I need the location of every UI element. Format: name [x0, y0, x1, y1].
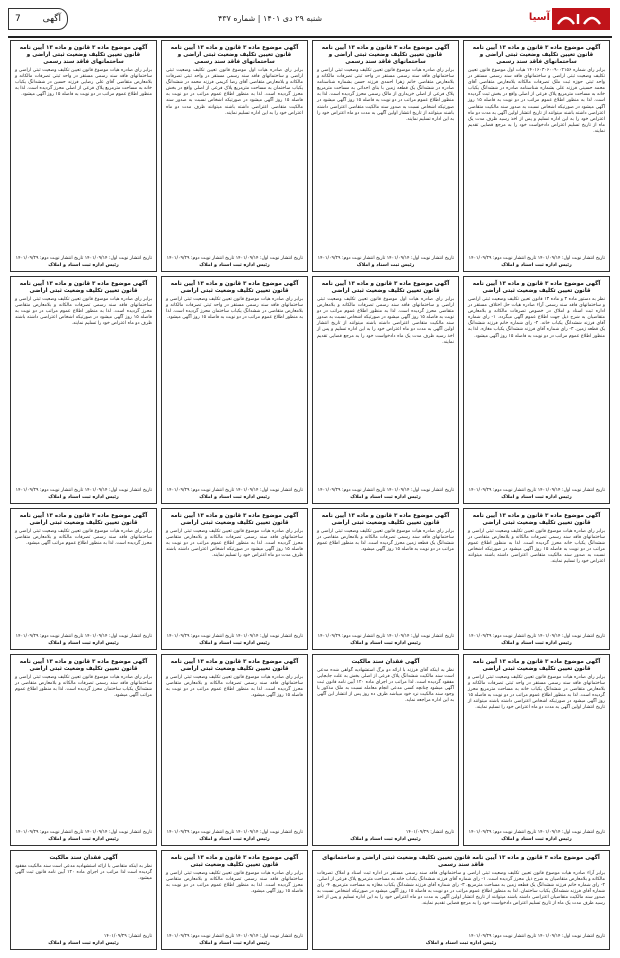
notice-box [463, 276, 610, 504]
notice-body: برابر رای شماره ۱۴۰۱۶۰۳۰۶۰۰۹۰۰۲۱۵۶ هیات اول موضوع قانون تعیین تکلیف وضعیت ثبتی اراضی و ساختمانهای فاقد سند رسمی مستقر در واحد ثبتی حوزه ثبت ملک تصرفات مالکانه بلامعارض متقاضی آقای محمد حسینی فرزند علی بشماره شناسنامه صادره در ششدانگ یکباب خانه به مساحت مترمربع پلاک فرعی از اصلی واقع در بخش ثبت گردیده است. لذا به منظور اطلاع عموم مراتب در دو نوبت به فاصله ۱۵ روز آگهی میشود در صورتیکه اشخاص نسبت به صدور سند مالکیت متقاضی اعتراضی داشته باشند میتوانند از تاریخ انتشار اولین آگهی به مدت دو ماه اعتراض خود را به این اداره تسلیم و پس از اخذ رسید ظرف مدت یک ماه از تاریخ تسلیم اعتراض دادخواست خود را به مرجع قضایی تقدیم نمایند. [468, 68, 606, 134]
notice-box [312, 654, 459, 846]
notice-title: آگهی موضوع ماده ۳ قانون و ماده ۱۳ آیین نامه قانون تعیین تکلیف وضعیت ثبتی اراضی [170, 281, 299, 294]
page-tab [8, 8, 68, 30]
masthead-title: آسیا [528, 12, 550, 23]
notice-signature: رئیس اداره ثبت اسناد و املاک [501, 641, 572, 646]
notice-dates: تاریخ انتشار نوبت اول: ۱۴۰۱/۰۹/۱۴ تاریخ انتشار نوبت دوم: ۱۴۰۱/۰۹/۲۹ [166, 256, 303, 261]
notice-row [8, 40, 612, 272]
notice-box [161, 276, 308, 504]
notice-title: آگهی فقدان سند مالکیت [49, 855, 118, 861]
notice-dates: تاریخ انتشار نوبت اول: ۱۴۰۱/۰۹/۱۴ تاریخ انتشار نوبت دوم: ۱۴۰۱/۰۹/۲۹ [15, 634, 152, 639]
notice-dates: تاریخ انتشار: ۱۴۰۱/۰۹/۲۹ [103, 934, 152, 939]
notice-box [161, 40, 308, 272]
notice-body: برابر رای صادره هیات موضوع قانون تعیین تکلیف وضعیت ثبتی اراضی و ساختمانهای فاقد سند رسمی مستقر در واحد ثبتی تصرفات مالکانه و بلامعارض متقاضی خانم زهرا احمدی فرزند حسن بشماره شناسنامه صادره در ششدانگ یک قطعه زمین با بنای احداثی به مساحت مترمربع پلاک فرعی از اصلی خریداری از مالک رسمی محرز گردیده است. لذا به منظور اطلاع عموم مراتب در دو نوبت به فاصله ۱۵ روز آگهی میشود در صورتیکه اشخاص نسبت به صدور سند مالکیت متقاضی اعتراضی داشته باشند میتوانند از تاریخ انتشار اولین آگهی به مدت دو ماه اعتراض خود را به این اداره تسلیم نمایند. [317, 68, 454, 122]
notice-dates: تاریخ انتشار نوبت اول: ۱۴۰۱/۰۹/۱۴ تاریخ انتشار نوبت دوم: ۱۴۰۱/۰۹/۲۹ [468, 488, 605, 493]
notice-title: آگهی فقدان سند مالکیت [351, 659, 420, 665]
notice-title: آگهی موضوع ماده ۳ قانون و ماده ۱۳ آیین نامه قانون تعیین تکلیف وضعیت ثبتی اراضی [472, 659, 601, 672]
page-label: آگهی [42, 14, 61, 24]
notice-title: آگهی موضوع ماده ۳ قانون و ماده ۱۳ آیین نامه قانون تعیین تکلیف وضعیت ثبتی اراضی و ساختمانهای فاقد سند رسمی [19, 45, 148, 65]
notice-signature: رئیس اداره ثبت اسناد و املاک [350, 641, 421, 646]
notice-title: آگهی موضوع ماده ۳ قانون و ماده ۱۳ آیین نامه قانون تعیین تکلیف وضعیت ثبتی اراضی و ساختمانهای فاقد سند رسمی [170, 45, 299, 65]
notice-title: آگهی موضوع ماده ۳ قانون و ماده ۱۳ آیین نامه قانون تعیین تکلیف وضعیت ثبتی [170, 855, 299, 868]
notice-dates: تاریخ انتشار: ۱۴۰۱/۰۹/۲۹ [405, 830, 454, 835]
notice-dates: تاریخ انتشار نوبت اول: ۱۴۰۱/۰۹/۱۴ تاریخ انتشار نوبت دوم: ۱۴۰۱/۰۹/۲۹ [15, 488, 152, 493]
notice-signature: رئیس اداره ثبت اسناد و املاک [501, 495, 572, 500]
notice-dates: تاریخ انتشار نوبت اول: ۱۴۰۱/۰۹/۱۴ تاریخ انتشار نوبت دوم: ۱۴۰۱/۰۹/۲۹ [166, 934, 303, 939]
notice-signature: رئیس اداره ثبت اسناد و املاک [199, 941, 270, 946]
notice-body: نظر به اینکه متقاضی با ارائه استشهادیه مدعی است سند مالکیت مفقود گردیده است لذا مراتب در اجرای ماده ۱۲۰ آیین نامه قانون ثبت آگهی میشود. [15, 864, 152, 882]
notice-signature: رئیس اداره ثبت اسناد و املاک [199, 263, 270, 268]
notice-title: آگهی موضوع ماده ۳ قانون و ماده ۱۳ آیین نامه قانون تعیین تکلیف وضعیت ثبتی اراضی [19, 281, 148, 294]
notice-signature: رئیس اداره ثبت اسناد و املاک [48, 641, 119, 646]
notice-body: برابر رای صادره هیات اول موضوع قانون تعیین تکلیف وضعیت ثبتی اراضی و ساختمانهای فاقد سند رسمی مستقر در واحد ثبتی تصرفات مالکانه و بلامعارض متقاضی آقای رضا کریمی فرزند محمد در ششدانگ یکباب ساختمان به مساحت مترمربع پلاک فرعی از اصلی واقع در بخش محرز گردیده است. لذا به منظور اطلاع عموم مراتب در دو نوبت به فاصله ۱۵ روز آگهی میشود در صورتیکه اشخاص نسبت به صدور سند مالکیت متقاضی اعتراضی داشته باشند میتوانند ظرف مدت دو ماه اعتراض خود را به این اداره تسلیم نمایند. [166, 68, 304, 116]
notice-box [161, 654, 308, 846]
notice-body: برابر رای صادره هیات موضوع قانون تعیین تکلیف وضعیت ثبتی اراضی و ساختمانهای فاقد سند رسمی تصرفات مالکانه و بلامعارض متقاضی در ششدانگ یکباب خانه محرز گردیده است. لذا به منظور اطلاع عموم مراتب در دو نوبت به فاصله ۱۵ روز آگهی میشود در صورتیکه اشخاص نسبت به صدور سند مالکیت متقاضی اعتراضی داشته باشند میتوانند اعتراض خود را تسلیم نمایند. [468, 529, 606, 565]
notice-dates: تاریخ انتشار نوبت اول: ۱۴۰۱/۰۹/۱۴ تاریخ انتشار نوبت دوم: ۱۴۰۱/۰۹/۲۹ [468, 634, 605, 639]
notice-dates: تاریخ انتشار نوبت اول: ۱۴۰۱/۰۹/۱۴ تاریخ انتشار نوبت دوم: ۱۴۰۱/۰۹/۲۹ [468, 934, 605, 939]
notice-body: برابر رای صادره هیات موضوع قانون تعیین تکلیف وضعیت ثبتی اراضی و ساختمانهای فاقد سند رسمی تصرفات مالکانه و بلامعارض متقاضی محرز گردیده است. لذا به منظور اطلاع عموم مراتب در دو نوبت به فاصله ۱۵ روز آگهی میشود در صورتیکه اشخاص اعتراضی داشته باشند ظرف مدت دو ماه اعتراض خود را تسلیم نمایند. [166, 529, 303, 559]
notice-box [10, 508, 157, 650]
notice-title: آگهی موضوع ماده ۳ قانون و ماده ۱۳ آیین نامه قانون تعیین تکلیف وضعیت ثبتی اراضی [19, 659, 148, 672]
notice-title: آگهی موضوع ماده ۳ قانون و ماده ۱۳ آیین نامه قانون تعیین تکلیف وضعیت ثبتی اراضی [321, 513, 450, 526]
issue-info: شنبه ۲۹ دی ۱۴۰۱ | شماره ۴۳۷ [218, 14, 323, 23]
notice-dates: تاریخ انتشار نوبت اول: ۱۴۰۱/۰۹/۱۴ تاریخ انتشار نوبت دوم: ۱۴۰۱/۰۹/۲۹ [166, 830, 303, 835]
notice-row [8, 654, 612, 846]
notice-body: برابر رای صادره هیات موضوع قانون تعیین تکلیف وضعیت ثبتی اراضی و ساختمانهای فاقد سند رسمی تصرفات مالکانه و بلامعارض متقاضی محرز گردیده است. لذا به منظور اطلاع عموم مراتب در دو نوبت به فاصله ۱۵ روز آگهی میشود. [166, 871, 303, 895]
notice-body: برابر رای صادره هیات موضوع قانون تعیین تکلیف وضعیت ثبتی اراضی و ساختمانهای فاقد سند رسمی مستقر در واحد ثبتی تصرفات مالکانه و بلامعارض متقاضی در ششدانگ یکباب خانه به مساحت مترمربع محرز گردیده است. لذا به منظور اطلاع عموم مراتب در دو نوبت به فاصله ۱۵ روز آگهی میشود در صورتیکه اشخاص اعتراضی داشته باشند میتوانند از تاریخ انتشار اولین آگهی به مدت دو ماه اعتراض خود را تسلیم نمایند. [468, 675, 605, 711]
masthead [522, 6, 612, 32]
notice-body: برابر رای صادره هیات موضوع قانون تعیین تکلیف وضعیت ثبتی اراضی و ساختمانهای فاقد سند رسمی تصرفات مالکانه و بلامعارض متقاضی محرز گردیده است. لذا به منظور اطلاع عموم مراتب آگهی میشود. [15, 529, 152, 547]
notice-box [161, 850, 308, 950]
notice-signature: رئیس اداره ثبت اسناد و املاک [199, 837, 270, 842]
notice-title: آگهی موضوع ماده ۳ قانون و ماده ۱۳ آیین نامه قانون تعیین تکلیف وضعیت ثبتی اراضی [472, 281, 601, 294]
notice-box [312, 850, 610, 950]
notice-title: آگهی موضوع ماده ۳ قانون و ماده ۱۳ آیین نامه قانون تعیین تکلیف وضعیت ثبتی اراضی و ساختمانهای فاقد سند رسمی [321, 45, 450, 65]
notice-row [8, 508, 612, 650]
notice-title: آگهی موضوع ماده ۳ قانون و ماده ۱۳ آیین نامه قانون تعیین تکلیف وضعیت ثبتی اراضی و ساختمانهای فاقد سند رسمی [472, 45, 601, 65]
notice-row [8, 276, 612, 504]
notice-body: برابر رای صادره هیات موضوع قانون تعیین تکلیف وضعیت ثبتی اراضی و ساختمانهای فاقد سند رسمی مستقر در واحد ثبتی تصرفات مالکانه و بلامعارض متقاضی در ششدانگ یکباب ساختمان محرز گردیده است. لذا به منظور اطلاع عموم مراتب در دو نوبت به فاصله ۱۵ روز آگهی میشود. [166, 297, 303, 321]
notice-box [312, 40, 459, 272]
notice-dates: تاریخ انتشار نوبت اول: ۱۴۰۱/۰۹/۱۴ تاریخ انتشار نوبت دوم: ۱۴۰۱/۰۹/۲۹ [317, 634, 454, 639]
notice-body: نظر به دستور ماده ۳ و ماده ۱۳ قانون تعیین تکلیف وضعیت ثبتی اراضی و ساختمانهای فاقد سند رسمی آراء صادره هیات حل اختلاف مستقر در اداره ثبت اسناد و املاک در خصوص تصرفات مالکانه و بلامعارض متقاضیان به شرح ذیل جهت اطلاع عموم آگهی میگردد. ۱- رای شماره آقای فرزند ششدانگ یکباب خانه. ۲- رای شماره خانم فرزند ششدانگ یک قطعه زمین. ۳- رای شماره آقای فرزند ششدانگ یکباب مغازه. لذا به منظور اطلاع عموم مراتب در دو نوبت به فاصله ۱۵ روز آگهی میشود. [468, 297, 606, 339]
notice-signature: رئیس اداره ثبت اسناد و املاک [425, 941, 497, 946]
notice-dates: تاریخ انتشار نوبت اول: ۱۴۰۱/۰۹/۱۴ تاریخ انتشار نوبت دوم: ۱۴۰۱/۰۹/۲۹ [468, 256, 605, 261]
notice-dates: تاریخ انتشار نوبت اول: ۱۴۰۱/۰۹/۱۴ تاریخ انتشار نوبت دوم: ۱۴۰۱/۰۹/۲۹ [15, 830, 152, 835]
notice-box [161, 508, 308, 650]
notice-box [312, 508, 459, 650]
notice-signature: رئیس اداره ثبت اسناد و املاک [350, 837, 421, 842]
notice-body: برابر رای صادره هیات موضوع قانون تعیین تکلیف وضعیت ثبتی اراضی و ساختمانهای فاقد سند رسمی تصرفات مالکانه و بلامعارض متقاضی در ششدانگ یکباب ساختمان محرز گردیده است. لذا به منظور اطلاع عموم مراتب آگهی میشود. [15, 675, 152, 699]
notice-signature: رئیس اداره ثبت اسناد و املاک [48, 495, 119, 500]
notice-title: آگهی موضوع ماده ۳ قانون و ماده ۱۳ آیین نامه قانون تعیین تکلیف وضعیت ثبتی اراضی [170, 659, 299, 672]
notice-signature: رئیس اداره ثبت اسناد و املاک [501, 263, 572, 268]
notice-title: آگهی موضوع ماده ۳ قانون و ماده ۱۳ آیین نامه قانون تعیین تکلیف وضعیت ثبتی اراضی [321, 281, 450, 294]
notice-signature: رئیس اداره ثبت اسناد و املاک [48, 941, 119, 946]
notice-signature: رئیس اداره ثبت اسناد و املاک [48, 837, 119, 842]
notice-title: آگهی موضوع ماده ۳ قانون و ماده ۱۳ آیین نامه قانون تعیین تکلیف وضعیت ثبتی اراضی [472, 513, 601, 526]
notice-dates: تاریخ انتشار نوبت اول: ۱۴۰۱/۰۹/۱۴ تاریخ انتشار نوبت دوم: ۱۴۰۱/۰۹/۲۹ [15, 256, 152, 261]
notice-row [8, 850, 612, 950]
notice-signature: رئیس اداره ثبت اسناد و املاک [48, 263, 119, 268]
notice-signature: رئیس اداره ثبت اسناد و املاک [501, 837, 572, 842]
notice-box [463, 508, 610, 650]
notice-box [463, 654, 610, 846]
notice-body: برابر آراء صادره هیات موضوع قانون تعیین تکلیف وضعیت ثبتی اراضی و ساختمانهای فاقد سند رسمی مستقر در اداره ثبت اسناد و املاک تصرفات مالکانه و بلامعارض متقاضیان به شرح ذیل محرز گردیده است. ۱- رای شماره آقای فرزند ششدانگ یکباب خانه به مساحت مترمربع پلاک فرعی از اصلی. ۲- رای شماره خانم فرزند ششدانگ یک قطعه زمین به مساحت مترمربع. ۳- رای شماره آقای فرزند ششدانگ یکباب مغازه به مساحت مترمربع. ۴- رای شماره آقای فرزند ششدانگ یکباب ساختمان. لذا به منظور اطلاع عموم مراتب در دو نوبت به فاصله ۱۵ روز آگهی میشود در صورتیکه اشخاص نسبت به صدور سند مالکیت متقاضیان اعتراضی داشته باشند میتوانند از تاریخ انتشار اولین آگهی به مدت دو ماه اعتراض خود را به این اداره تسلیم و پس از اخذ رسید ظرف مدت یک ماه از تاریخ تسلیم اعتراض دادخواست خود را به مرجع قضایی تقدیم نمایند. [317, 871, 606, 907]
notice-body: برابر رای صادره هیات اول موضوع قانون تعیین تکلیف وضعیت ثبتی اراضی و ساختمانهای فاقد سند رسمی تصرفات مالکانه و بلامعارض متقاضی محرز گردیده است. لذا به منظور اطلاع عموم مراتب در دو نوبت به فاصله ۱۵ روز آگهی میشود در صورتیکه اشخاص نسبت به صدور سند مالکیت متقاضی اعتراضی داشته باشند میتوانند از تاریخ انتشار اولین آگهی به مدت دو ماه اعتراض خود را به این اداره تسلیم و پس از اخذ رسید ظرف مدت یک ماه دادخواست خود را به مرجع قضایی تقدیم نمایند. [317, 297, 454, 345]
notice-body: برابر رای صادره هیات موضوع قانون تعیین تکلیف وضعیت ثبتی اراضی و ساختمانهای فاقد سند رسمی تصرفات مالکانه و بلامعارض متقاضی محرز گردیده است. لذا به منظور اطلاع عموم مراتب در دو نوبت به فاصله ۱۵ روز آگهی میشود. [166, 675, 303, 699]
notice-body: نظر به اینکه آقای فرزند با ارائه دو برگ استشهادیه گواهی شده مدعی است سند مالکیت ششدانگ پلاک فرعی از اصلی بخش به علت جابجایی مفقود گردیده است. لذا مراتب در اجرای ماده ۱۲۰ آیین نامه قانون ثبت آگهی میشود چنانچه کسی مدعی انجام معامله نسبت به ملک مذکور یا وجود سند مالکیت نزد خود میباشد ظرف ده روز پس از انتشار این آگهی به این اداره مراجعه نماید. [317, 668, 454, 704]
notice-body: برابر رای صادره هیات موضوع قانون تعیین تکلیف وضعیت ثبتی اراضی و ساختمانهای فاقد سند رسمی تصرفات مالکانه و بلامعارض متقاضی در ششدانگ یک قطعه زمین محرز گردیده است. لذا به منظور اطلاع عموم مراتب در دو نوبت به فاصله ۱۵ روز آگهی میشود. [317, 529, 454, 553]
notice-box [10, 276, 157, 504]
notice-signature: رئیس اداره ثبت اسناد و املاک [199, 495, 270, 500]
notice-title: آگهی موضوع ماده ۳ قانون و ماده ۱۳ آیین نامه قانون تعیین تکلیف وضعیت ثبتی اراضی [170, 513, 299, 526]
notice-box [463, 40, 610, 272]
notice-dates: تاریخ انتشار نوبت اول: ۱۴۰۱/۰۹/۱۴ تاریخ انتشار نوبت دوم: ۱۴۰۱/۰۹/۲۹ [468, 830, 605, 835]
notice-dates: تاریخ انتشار نوبت اول: ۱۴۰۱/۰۹/۱۴ تاریخ انتشار نوبت دوم: ۱۴۰۱/۰۹/۲۹ [317, 256, 454, 261]
notice-box [10, 40, 157, 272]
masthead-logo [552, 8, 610, 30]
notice-body: برابر رای صادره هیات موضوع قانون تعیین تکلیف وضعیت ثبتی اراضی و ساختمانهای فاقد سند رسمی تصرفات مالکانه و بلامعارض متقاضی محرز گردیده است. لذا به منظور اطلاع عموم مراتب در دو نوبت به فاصله ۱۵ روز آگهی میشود در صورتیکه اشخاص اعتراضی داشته باشند ظرف دو ماه اعتراض خود را تسلیم نمایند. [15, 297, 152, 327]
notice-box [312, 276, 459, 504]
notice-title: آگهی موضوع ماده ۳ قانون و ماده ۱۳ آیین نامه قانون تعیین تکلیف وضعیت ثبتی اراضی [19, 513, 148, 526]
page-header [8, 6, 612, 38]
notice-dates: تاریخ انتشار نوبت اول: ۱۴۰۱/۰۹/۱۴ تاریخ انتشار نوبت دوم: ۱۴۰۱/۰۹/۲۹ [166, 488, 303, 493]
page-number: 7 [15, 14, 21, 24]
notice-box [10, 654, 157, 846]
notice-box [10, 850, 157, 950]
notice-body: برابر رای صادره هیات موضوع قانون تعیین تکلیف وضعیت ثبتی اراضی و ساختمانهای فاقد سند رسمی مستقر در واحد ثبتی تصرفات مالکانه و بلامعارض متقاضی آقای علی رضایی فرزند حسین در ششدانگ یکباب خانه به مساحت مترمربع پلاک فرعی از اصلی محرز گردیده است. لذا به منظور اطلاع عموم مراتب در دو نوبت به فاصله ۱۵ روز آگهی میشود. [15, 68, 152, 98]
notice-signature: رئیس ثبت اسناد و املاک [356, 263, 415, 268]
notice-title: آگهی موضوع ماده ۳ قانون و ماده ۱۳ آیین نامه قانون تعیین تکلیف وضعیت ثبتی اراضی و ساختمانهای فاقد سند رسمی [322, 855, 600, 868]
notice-dates: تاریخ انتشار نوبت اول: ۱۴۰۱/۰۹/۱۴ تاریخ انتشار نوبت دوم: ۱۴۰۱/۰۹/۲۹ [166, 634, 303, 639]
notice-dates: تاریخ انتشار نوبت اول: ۱۴۰۱/۰۹/۱۴ تاریخ انتشار نوبت دوم: ۱۴۰۱/۰۹/۲۹ [317, 488, 454, 493]
notice-signature: رئیس اداره ثبت اسناد و املاک [199, 641, 270, 646]
notice-signature: رئیس اداره ثبت اسناد و املاک [350, 495, 421, 500]
